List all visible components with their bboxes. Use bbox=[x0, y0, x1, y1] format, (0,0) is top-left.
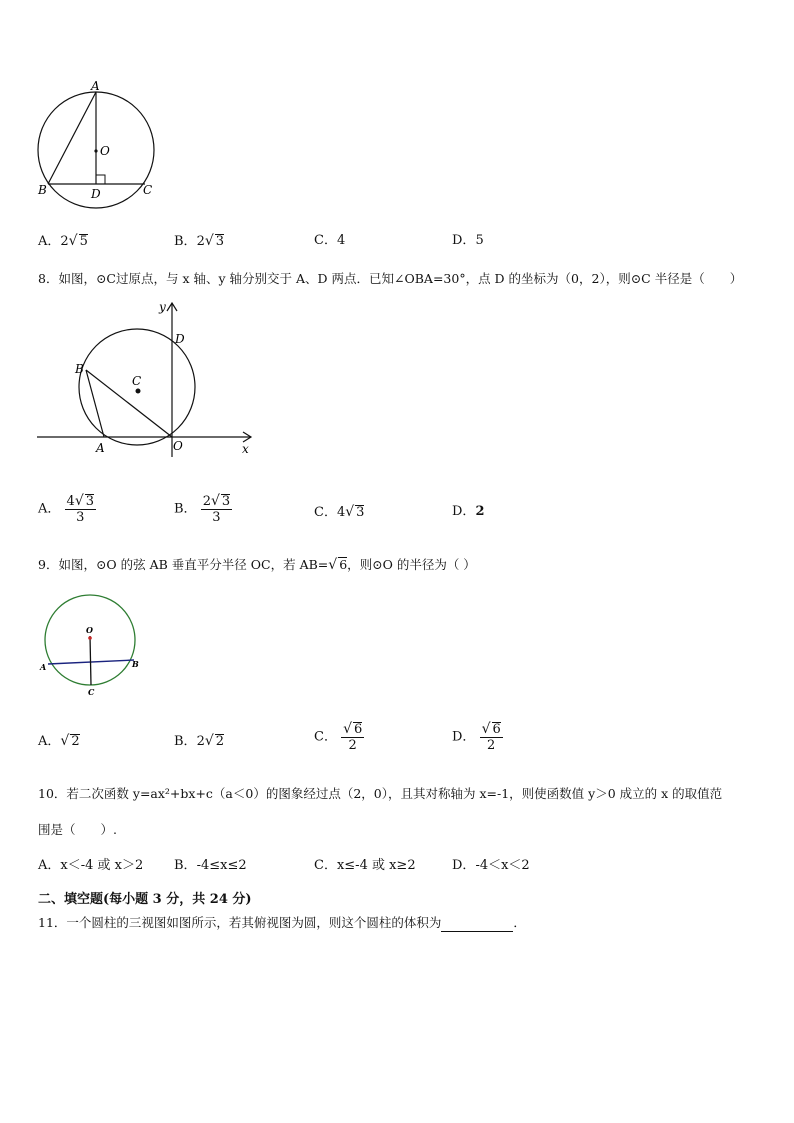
q7-line-ab bbox=[48, 92, 96, 184]
q8-line-bo bbox=[86, 370, 172, 437]
q8-text: 8．如图，⊙C过原点，与 x 轴、y 轴分别交于 A、D 两点．已知∠OBA=30°，点 D 的坐标为（0，2），则⊙C 半径是（ ） bbox=[38, 271, 743, 286]
q7-label-b: B bbox=[38, 183, 47, 197]
q9-label-o: O bbox=[86, 625, 93, 635]
q7-label-o: O bbox=[100, 144, 110, 158]
q9-option-d: D． $\frac{√ 6}{2}$ bbox=[452, 721, 501, 753]
q7-option-d: D．5 bbox=[452, 233, 484, 248]
q9-center-dot bbox=[88, 636, 92, 640]
q9-option-a: A．√ 2 bbox=[38, 733, 80, 749]
q8-option-c: C．4√ 3 bbox=[314, 504, 365, 520]
q8-label-o: O bbox=[173, 439, 183, 453]
q8-label-d: D bbox=[175, 332, 185, 346]
q9-label-c: C bbox=[88, 687, 95, 697]
q9-label-b: B bbox=[132, 659, 139, 669]
q8-figure bbox=[35, 295, 265, 460]
q9-text: 9．如图，⊙O 的弦 AB 垂直平分半径 OC，若 AB=√ 6，则⊙O 的半径为（ ） bbox=[38, 557, 476, 573]
q8-option-a: A． $\frac{4√ 3}{3}$ bbox=[38, 493, 95, 525]
q10-option-a: A．x＜-4 或 x＞2 bbox=[38, 858, 144, 873]
q11-answer-blank[interactable] bbox=[441, 917, 513, 932]
q8-center-dot bbox=[136, 389, 141, 394]
q7-option-b: B．2√ 3 bbox=[174, 233, 225, 249]
q7-label-d: D bbox=[91, 187, 101, 201]
q8-label-y: y bbox=[159, 300, 166, 314]
q11-text: 11．一个圆柱的三视图如图所示，若其俯视图为圆，则这个圆柱的体积为 ． bbox=[38, 915, 526, 930]
q7-figure bbox=[30, 78, 165, 213]
q10-line1: 10．若二次函数 y=ax²+bx+c（a＜0）的图象经过点（2，0），且其对称轴为 x=-1，则使函数值 y＞0 成立的 x 的取值范 bbox=[38, 786, 723, 801]
q8-label-c: C bbox=[132, 374, 142, 388]
q9-label-a: A bbox=[40, 662, 47, 672]
q8-option-d: D．2 bbox=[452, 504, 485, 519]
q8-label-x: x bbox=[242, 442, 249, 456]
q8-label-a: A bbox=[96, 441, 105, 455]
q7-label-a: A bbox=[91, 79, 100, 93]
q8-label-b: B bbox=[75, 362, 84, 376]
q7-option-c: C．4 bbox=[314, 233, 346, 248]
q9-figure bbox=[38, 592, 148, 697]
q7-right-angle bbox=[96, 175, 105, 184]
q7-option-a: A．2√ 5 bbox=[38, 233, 88, 249]
q10-option-d: D．-4＜x＜2 bbox=[452, 858, 530, 873]
q10-line2: 围是（ ）. bbox=[38, 822, 117, 837]
q9-radius-oc bbox=[90, 636, 91, 685]
q10-option-b: B．-4≤x≤2 bbox=[174, 858, 247, 873]
q9-option-b: B．2√ 2 bbox=[174, 733, 225, 749]
q10-option-c: C．x≤-4 或 x≥2 bbox=[314, 858, 416, 873]
q8-option-b: B． $\frac{2√ 3}{3}$ bbox=[174, 493, 231, 525]
q9-option-c: C． $\frac{√ 6}{2}$ bbox=[314, 721, 363, 753]
q7-label-c: C bbox=[143, 183, 153, 197]
section-fill-in-title: 二、填空题(每小题 3 分，共 24 分) bbox=[38, 892, 252, 907]
q7-center-dot bbox=[94, 149, 97, 152]
